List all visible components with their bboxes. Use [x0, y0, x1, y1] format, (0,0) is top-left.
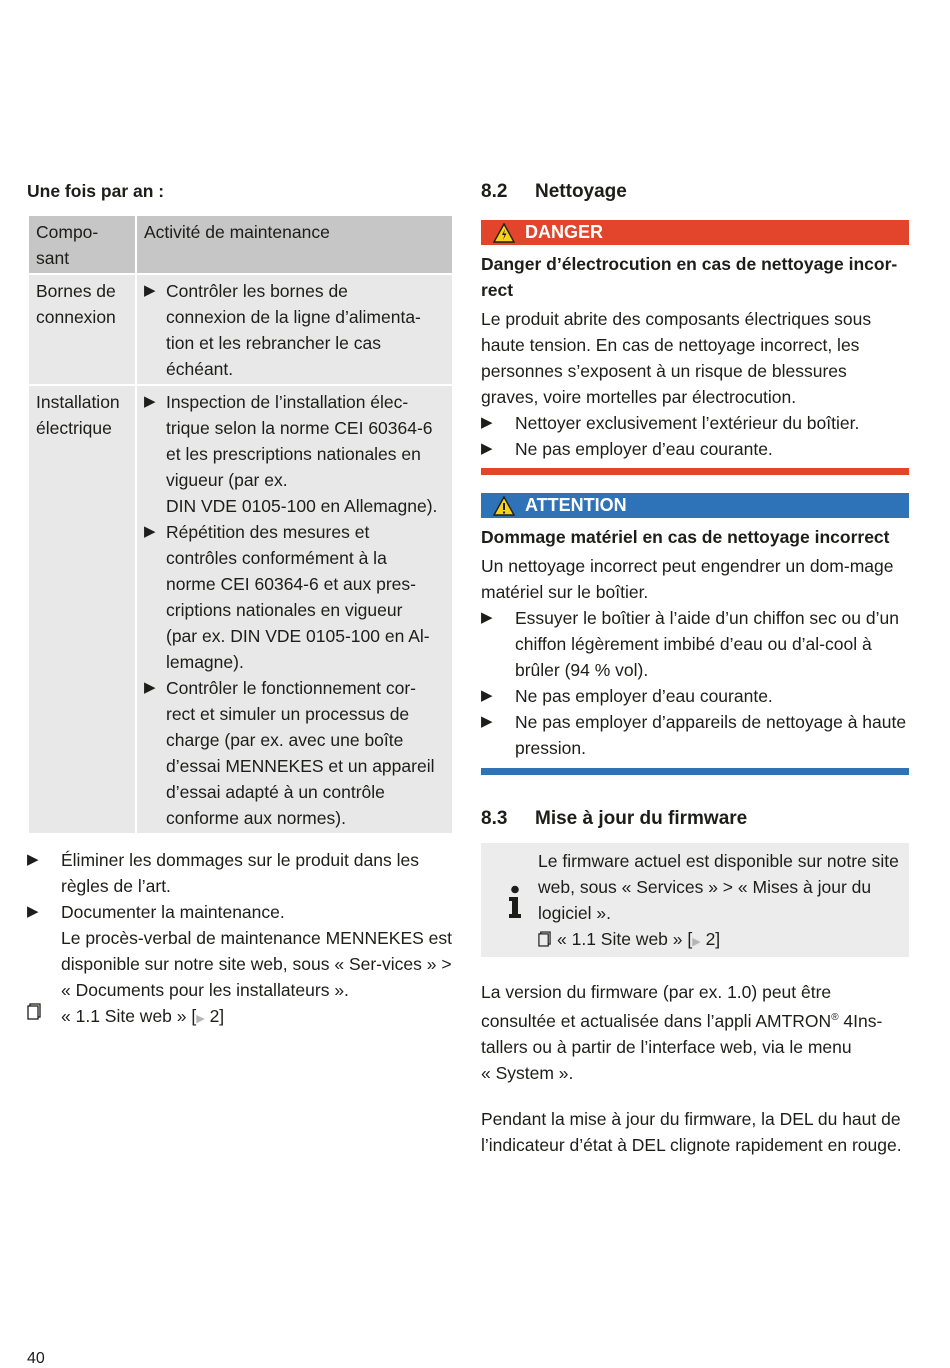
attention-rule — [481, 768, 909, 775]
activity-item: ▶ Inspection de l’installation élec- trique selon la norme CEI 60364-6 et les prescriptions nationales en vigueur (par ex. DIN VDE 0105-100 en Allemagne). — [144, 389, 446, 519]
warning-icon — [493, 496, 515, 516]
page-ref-icon: ▶ — [196, 1013, 205, 1025]
cross-reference[interactable]: « 1.1 Site web » [▶ 2] — [27, 1003, 454, 1032]
arrow-bullet-icon: ▶ — [144, 679, 156, 696]
danger-text: Le produit abrite des composants électriques sous haute tension. En cas de nettoyage incorrect, les personnes s’exposent à un risque de blessures graves, voire mortelles par électrocution. — [481, 309, 872, 407]
activity-item: ▶ Contrôler le fonctionnement cor- rect et simuler un processus de charge (par ex. avec une boîte d’essai MENNEKES et un appareil d’essai adapté à un contrôle conforme aux normes). — [144, 675, 446, 831]
list-item: ▶ Ne pas employer d’eau courante. — [481, 436, 909, 462]
danger-rule — [481, 468, 909, 475]
page-number: 40 — [27, 1350, 45, 1367]
book-icon — [27, 1003, 61, 1032]
book-icon — [538, 931, 551, 947]
doc-note: Le procès-verbal de maintenance MENNEKES est disponible sur notre site web, sous « Ser-vices » > « Documents pour les installateurs ». — [61, 928, 453, 1000]
header-activity: Activité de maintenance — [136, 215, 453, 274]
row-activities — [136, 385, 453, 834]
arrow-bullet-icon: ▶ — [144, 282, 156, 299]
header-component: Compo- sant — [28, 215, 136, 274]
table-row — [28, 274, 453, 385]
attention-banner: ATTENTION — [481, 493, 909, 518]
firmware-para-2: Pendant la mise à jour du firmware, la DEL du haut de l’indicateur d’état à DEL clignote rapidement en rouge. — [481, 1108, 902, 1155]
row-component: Bornes de connexion — [28, 274, 136, 385]
section-heading-8-3: 8.3 Mise à jour du firmware — [481, 808, 748, 829]
list-item: ▶ Documenter la maintenance. Le procès-verbal de maintenance MENNEKES est disponible sur notre site web, sous « Ser-vices » > « Documents pour les installateurs ». — [27, 899, 454, 1003]
arrow-bullet-icon: ▶ — [481, 440, 493, 457]
info-text: Le firmware actuel est disponible sur notre site web, sous « Services » > « Mises à jour du logiciel ». — [538, 851, 899, 923]
maintenance-table — [27, 214, 454, 835]
info-icon — [491, 848, 538, 955]
section-heading-8-2: 8.2 Nettoyage — [481, 181, 627, 202]
danger-title: Danger d’électrocution en cas de nettoyage incor- rect — [481, 254, 898, 300]
row-activities — [136, 274, 453, 385]
activity-item: ▶ Répétition des mesures et contrôles conformément à la norme CEI 60364-6 et aux pres- criptions nationales en vigueur (par ex. DIN VDE 0105-100 en Al- lemagne). — [144, 519, 446, 675]
maintenance-bullets — [27, 847, 454, 1032]
page-ref-icon: ▶ — [692, 936, 701, 948]
list-item: ▶ Ne pas employer d’eau courante. — [481, 683, 909, 709]
right-column — [481, 178, 909, 1158]
arrow-bullet-icon: ▶ — [27, 903, 39, 920]
warning-icon — [493, 223, 515, 243]
list-item: ▶ Nettoyer exclusivement l’extérieur du boîtier. — [481, 410, 909, 436]
list-item: ▶ Éliminer les dommages sur le produit dans les règles de l’art. — [27, 847, 454, 899]
info-reference[interactable]: « 1.1 Site web » [▶ 2] — [538, 926, 901, 955]
arrow-bullet-icon: ▶ — [481, 609, 493, 626]
arrow-bullet-icon: ▶ — [481, 687, 493, 704]
firmware-para-1: La version du firmware (par ex. 1.0) peut être consultée et actualisée dans l’appli AMTRON® 4Ins- tallers ou à partir de l’interface web, via le menu « System ». — [481, 982, 883, 1083]
table-row — [28, 385, 453, 834]
attention-title: Dommage matériel en cas de nettoyage incorrect — [481, 527, 890, 547]
arrow-bullet-icon: ▶ — [481, 414, 493, 431]
attention-text: Un nettoyage incorrect peut engendrer un dom-mage matériel sur le boîtier. — [481, 556, 894, 602]
annual-heading: Une fois par an : — [27, 181, 165, 201]
arrow-bullet-icon: ▶ — [481, 713, 493, 730]
list-item: ▶ Essuyer le boîtier à l’aide d’un chiffon sec ou d’un chiffon légèrement imbibé d’eau ou d’al-cool à brûler (94 % vol). — [481, 605, 909, 683]
arrow-bullet-icon: ▶ — [144, 393, 156, 410]
left-column — [27, 178, 454, 1032]
arrow-bullet-icon: ▶ — [27, 851, 39, 868]
info-box — [481, 843, 909, 957]
row-component: Installation électrique — [28, 385, 136, 834]
list-item: ▶ Ne pas employer d’appareils de nettoyage à haute pression. — [481, 709, 909, 761]
arrow-bullet-icon: ▶ — [144, 523, 156, 540]
danger-banner: DANGER — [481, 220, 909, 245]
activity-item: ▶ Contrôler les bornes de connexion de la ligne d’alimenta- tion et les rebrancher le cas échéant. — [144, 278, 446, 382]
table-header-row — [28, 215, 453, 274]
